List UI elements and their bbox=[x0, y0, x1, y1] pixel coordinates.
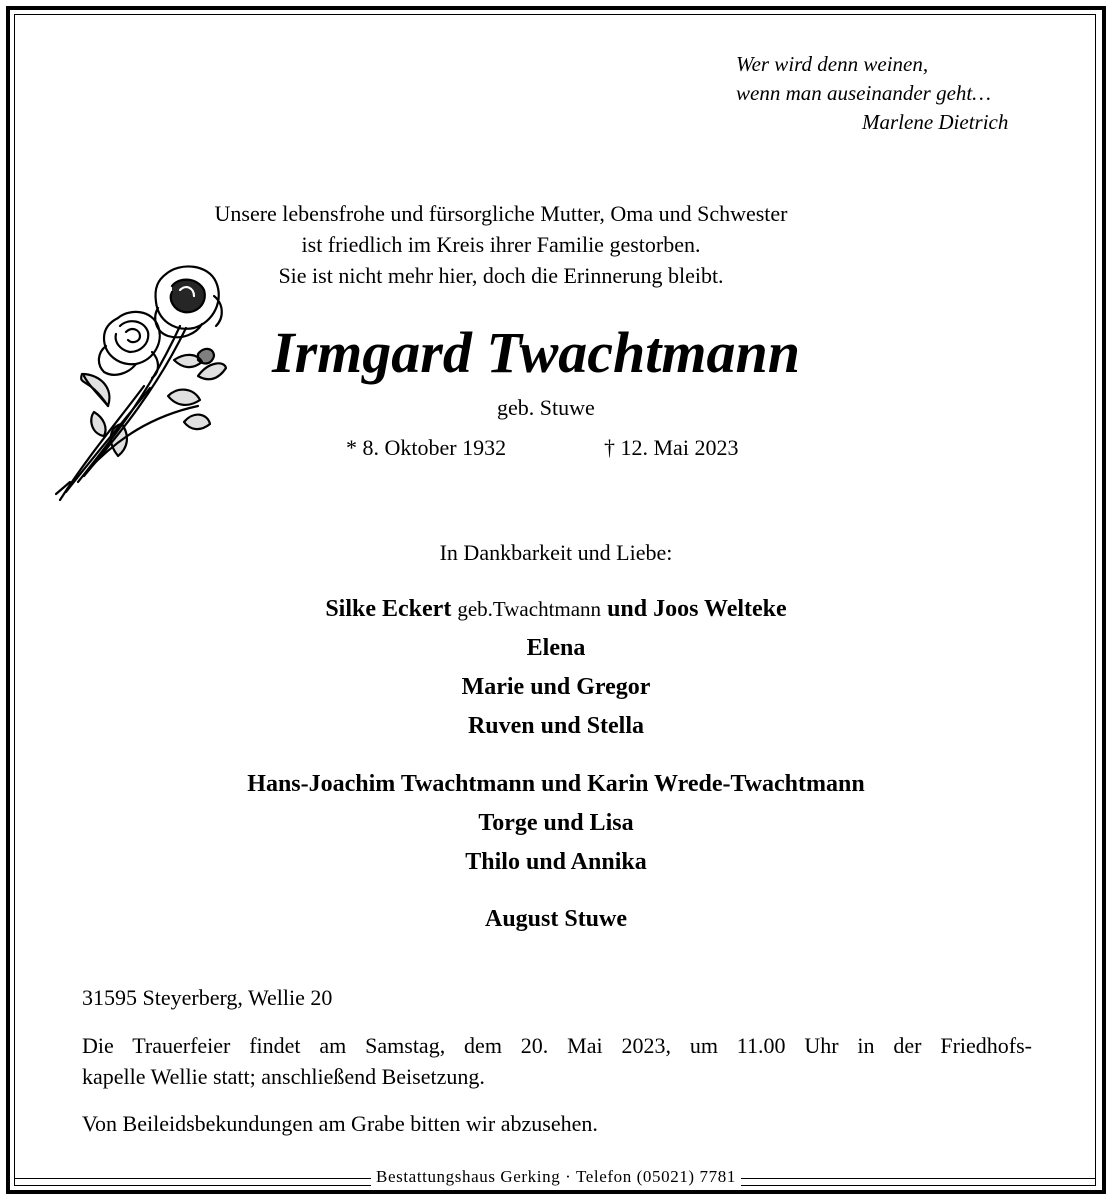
intro-line-3: Sie ist nicht mehr hier, doch die Erinnerung bleibt. bbox=[278, 263, 724, 288]
family-line: Ruven und Stella bbox=[467, 713, 645, 739]
family-partner: und Joos Welteke bbox=[607, 596, 787, 622]
family-line: Marie und Gregor bbox=[461, 674, 651, 700]
rose-icon bbox=[48, 256, 228, 506]
ceremony-text bbox=[82, 1030, 1032, 1092]
family-name: Silke Eckert bbox=[325, 596, 452, 622]
ceremony-line-1: Die Trauerfeier findet am Samstag, dem 20. Mai 2023, um 11.00 Uhr in der Friedhofs- bbox=[82, 1033, 1032, 1058]
condolence-note: Von Beileidsbekundungen am Grabe bitten wir abzusehen. bbox=[82, 1111, 598, 1136]
deceased-name: Irmgard Twachtmann bbox=[272, 320, 801, 385]
quote-line-2: wenn man auseinander geht… bbox=[736, 81, 991, 105]
death-date: † 12. Mai 2023 bbox=[604, 435, 739, 460]
intro-line-2: ist friedlich im Kreis ihrer Familie gestorben. bbox=[301, 232, 701, 257]
family-birth-name: geb.Twachtmann bbox=[457, 597, 602, 621]
footer-text: Bestattungshaus Gerking · Telefon (05021) 7781 bbox=[371, 1167, 741, 1186]
thanks-text: In Dankbarkeit und Liebe: bbox=[439, 540, 673, 565]
family-line: Thilo und Annika bbox=[465, 849, 647, 875]
family-group-1 bbox=[0, 590, 1112, 746]
family-line: Torge und Lisa bbox=[478, 810, 634, 836]
intro-line-1: Unsere lebensfrohe und fürsorgliche Mutter, Oma und Schwester bbox=[214, 201, 788, 226]
footer bbox=[0, 1166, 1112, 1188]
quote-block bbox=[736, 50, 1036, 137]
family-line bbox=[0, 590, 1112, 629]
quote-author: Marlene Dietrich bbox=[862, 110, 1009, 134]
family-group-2 bbox=[0, 765, 1112, 882]
quote-line-1: Wer wird denn weinen, bbox=[736, 52, 929, 76]
family-line: Elena bbox=[526, 635, 586, 661]
birth-date: * 8. Oktober 1932 bbox=[346, 435, 507, 460]
ceremony-line-2: kapelle Wellie statt; anschließend Beisetzung. bbox=[82, 1064, 485, 1089]
family-line: Hans-Joachim Twachtmann und Karin Wrede-Twachtmann bbox=[247, 771, 865, 797]
family-group-3 bbox=[0, 900, 1112, 939]
address: 31595 Steyerberg, Wellie 20 bbox=[82, 985, 333, 1010]
birth-name: geb. Stuwe bbox=[497, 395, 595, 420]
thanks-line bbox=[0, 538, 1112, 568]
family-line: August Stuwe bbox=[484, 906, 628, 932]
